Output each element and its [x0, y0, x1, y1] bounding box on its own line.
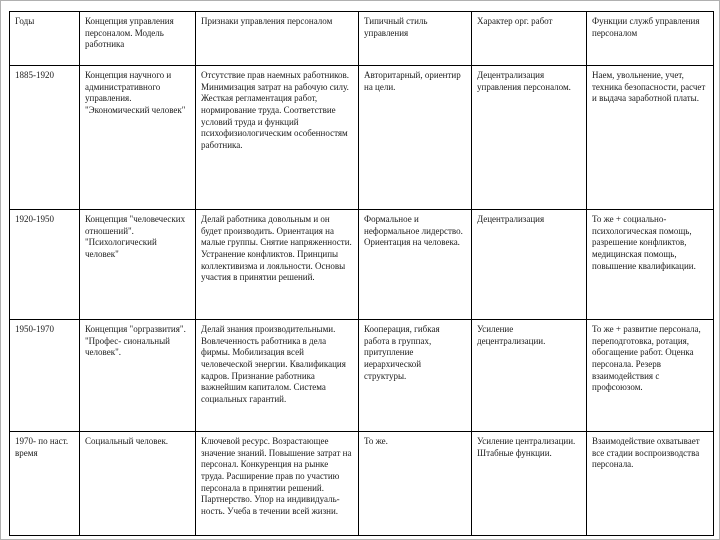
column-header-style: Типичный стиль управления — [359, 12, 472, 66]
cell-years: 1950-1970 — [10, 320, 80, 432]
cell-functions: То же + социально-психологическая помощь, разрешение конфликтов, медицинская помощь, повышение квалификации. — [587, 210, 714, 320]
cell-functions: Наем, увольнение, учет, техника безопасности, расчет и выдача заработной платы. — [587, 66, 714, 210]
cell-concept: Социальный человек. — [80, 432, 196, 536]
table-header-row — [10, 12, 714, 66]
hr-history-table — [9, 11, 714, 536]
cell-years: 1920-1950 — [10, 210, 80, 320]
table-row — [10, 432, 714, 536]
cell-style: Кооперация, гибкая работа в группах, притупление иерархической структуры. — [359, 320, 472, 432]
cell-signs: Делай работника довольным и он будет производить. Ориентация на малые группы. Снятие напряженности. Устранение конфликтов. Принципы коллективизма и лояльности. Основы участия в принятии решений. — [196, 210, 359, 320]
cell-functions: То же + развитие персонала, переподготовка, ротация, обогащение работ. Оценка персонала. Резерв взаимодействия с профсоюзом. — [587, 320, 714, 432]
cell-concept: Концепция "оргразвития". "Профес- сиональный человек". — [80, 320, 196, 432]
cell-org-work: Усиление централизации. Штабные функции. — [472, 432, 587, 536]
column-header-functions: Функции служб управления персоналом — [587, 12, 714, 66]
column-header-org-work: Характер орг. работ — [472, 12, 587, 66]
column-header-concept: Концепция управления персоналом. Модель работника — [80, 12, 196, 66]
cell-org-work: Децентрализация — [472, 210, 587, 320]
cell-years: 1885-1920 — [10, 66, 80, 210]
table-row — [10, 320, 714, 432]
table-row — [10, 210, 714, 320]
table-row — [10, 66, 714, 210]
cell-org-work: Усиление децентрализации. — [472, 320, 587, 432]
cell-functions: Взаимодействие охватывает все стадии воспроизводства персонала. — [587, 432, 714, 536]
cell-style: Формальное и неформальное лидерство. Ориентация на человека. — [359, 210, 472, 320]
cell-concept: Концепция "человеческих отношений". "Психологический человек" — [80, 210, 196, 320]
cell-style: Авторитарный, ориентир на цели. — [359, 66, 472, 210]
cell-style: То же. — [359, 432, 472, 536]
column-header-years: Годы — [10, 12, 80, 66]
cell-org-work: Децентрализация управления персоналом. — [472, 66, 587, 210]
cell-years: 1970- по наст. время — [10, 432, 80, 536]
cell-concept: Концепция научного и административного управления. "Экономический человек" — [80, 66, 196, 210]
cell-signs: Ключевой ресурс. Возрастающее значение знаний. Повышение затрат на персонал. Конкуренция на рынке труда. Расширение прав по участию персонала в принятии решений. Партнерство. Упор на индивидуаль- ность. Учеба в течении всей жизни. — [196, 432, 359, 536]
cell-signs: Делай знания производительными. Вовлеченность работника в дела фирмы. Мобилизация всей человеческой энергии. Квалификация кадров. Признание работника важнейшим капиталом. Система социальных гарантий. — [196, 320, 359, 432]
column-header-signs: Признаки управления персоналом — [196, 12, 359, 66]
cell-signs: Отсутствие прав наемных работников. Минимизация затрат на рабочую силу. Жесткая регламентация работ, нормирование труда. Соответствие условий труда и функций психофизиологическим особенностям работника. — [196, 66, 359, 210]
